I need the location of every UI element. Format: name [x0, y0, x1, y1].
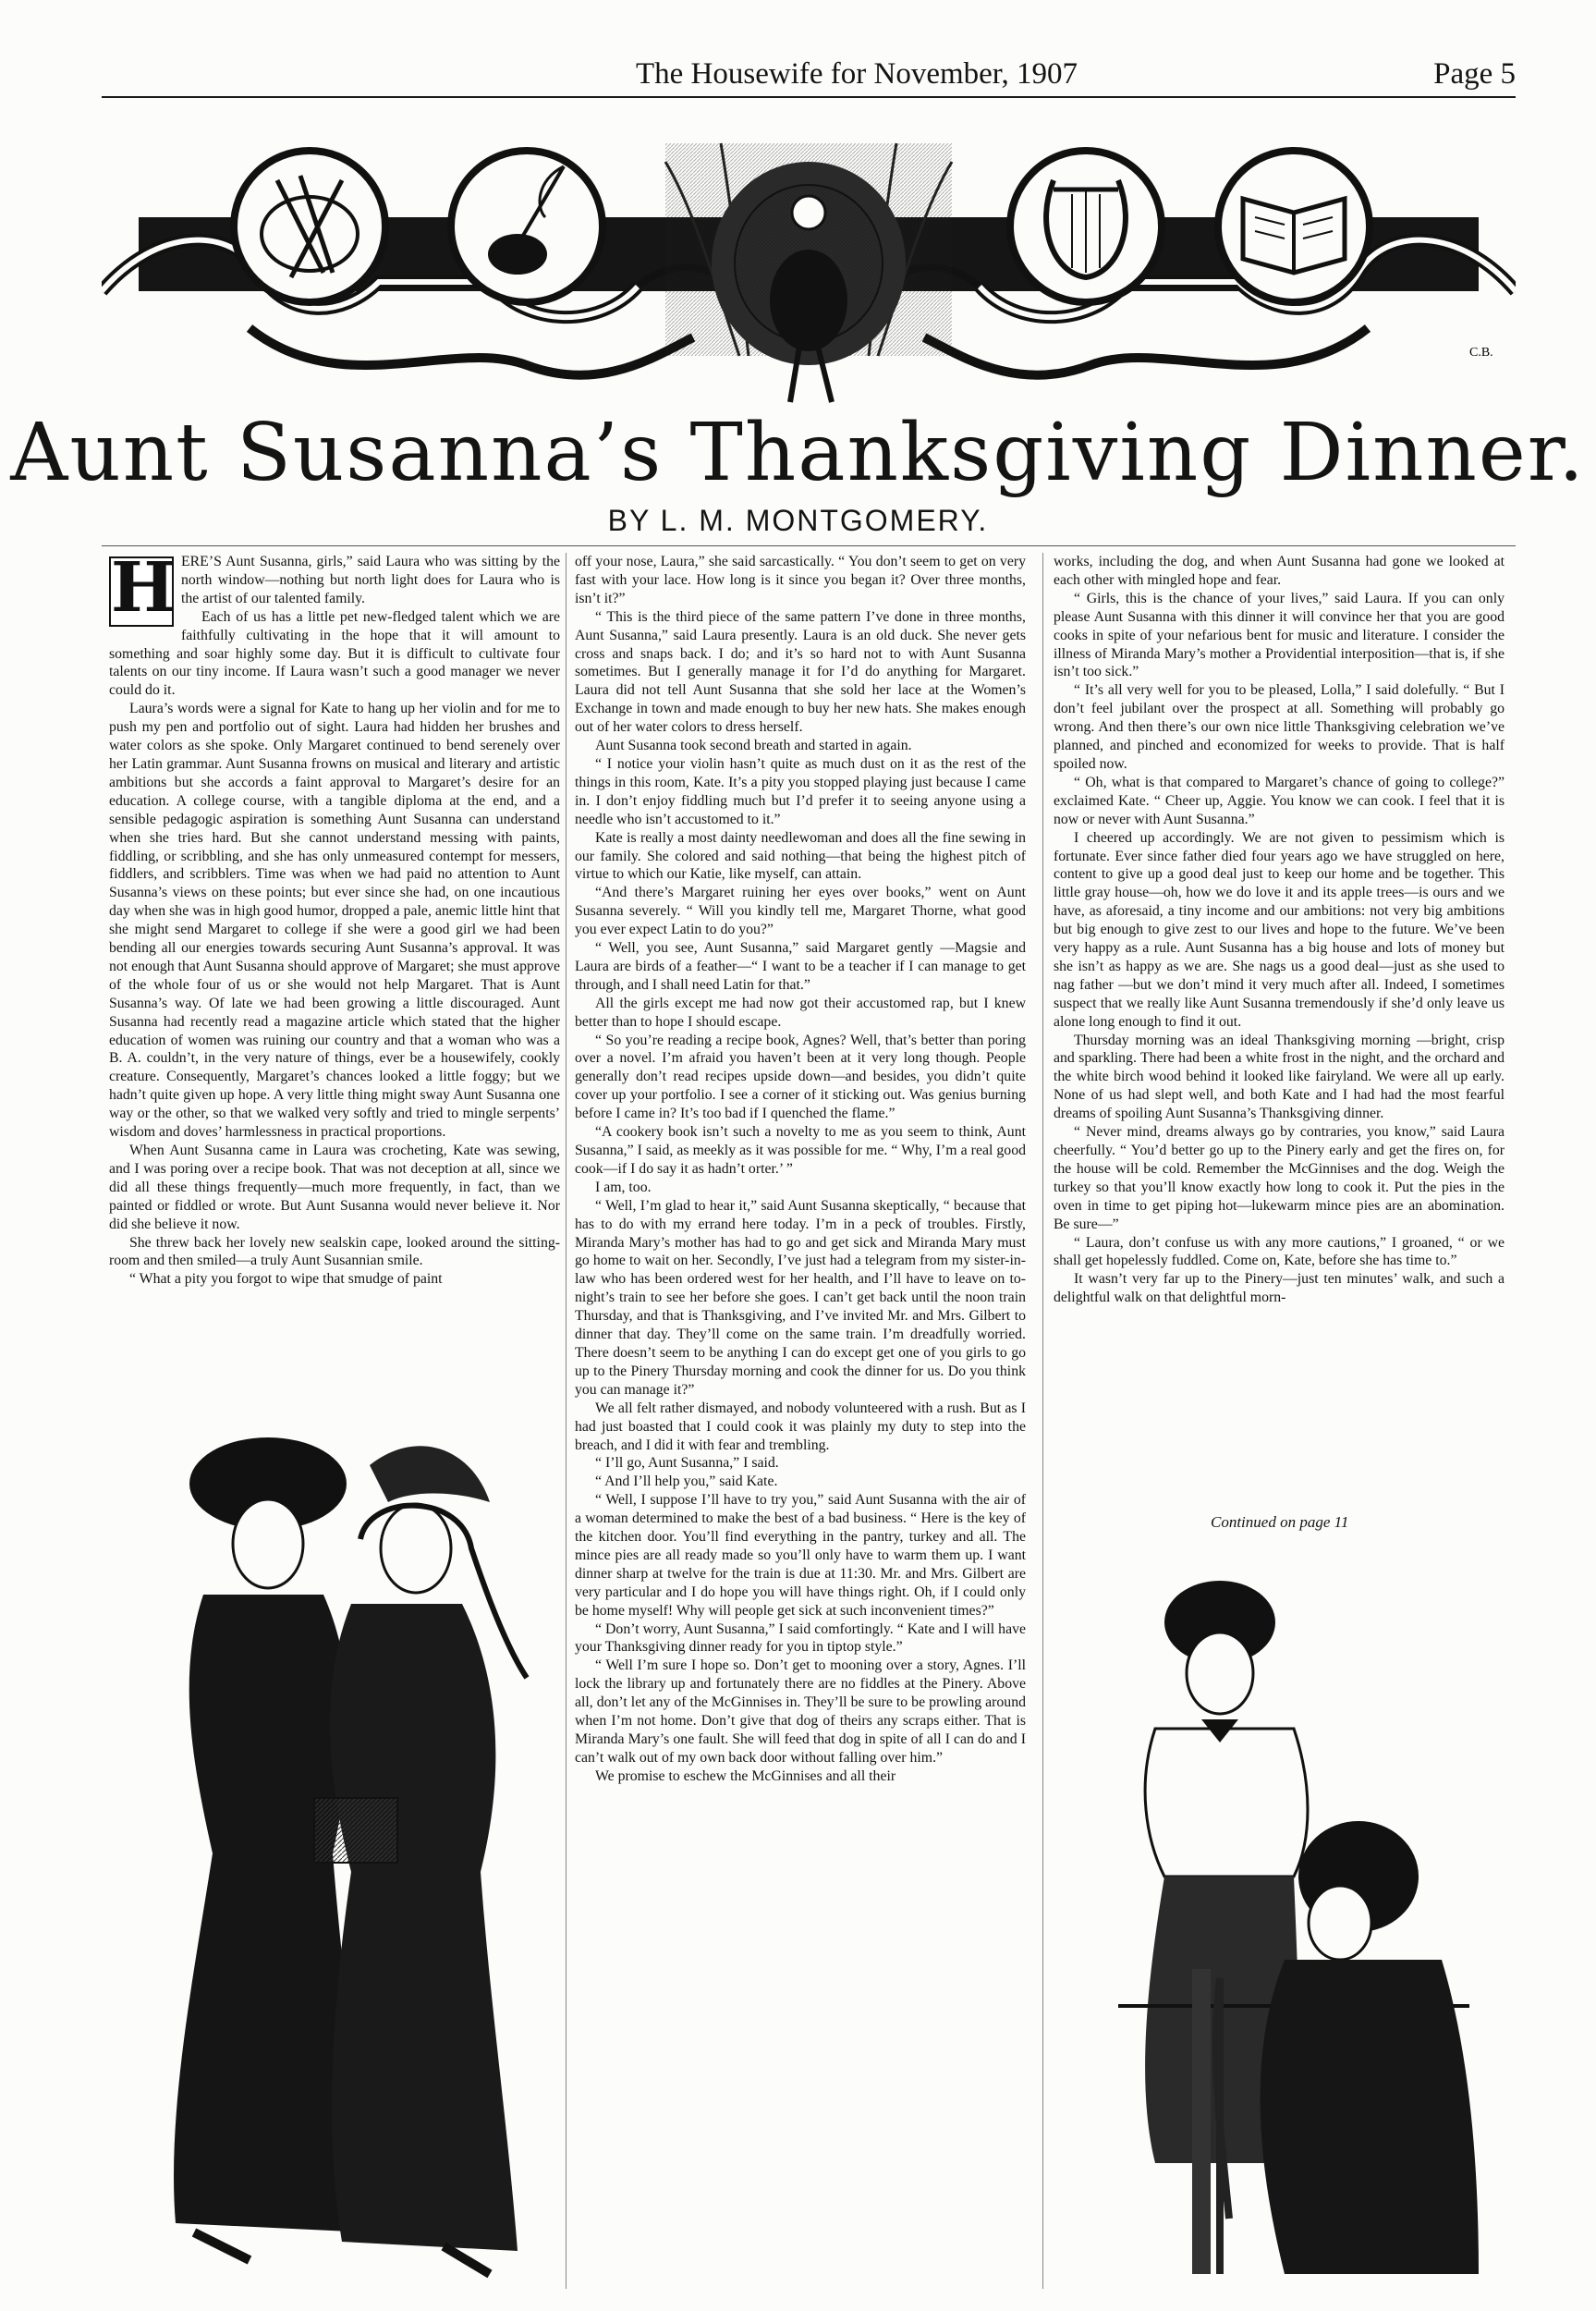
- continued-notice: Continued on page 11: [1211, 1513, 1349, 1531]
- paragraph: off your nose, Laura,” she said sarcastically. “ You don’t seem to get on very fast with your lace. How long is it since you began it? Over three months, isn’t it?”: [575, 554, 1026, 606]
- paragraph: “ What a pity you forgot to wipe that smudge of paint: [129, 1271, 443, 1288]
- paragraph: “ Well, you see, Aunt Susanna,” said Margaret gently —Magsie and Laura are birds of a feather—“ I want to be a teacher if I can manage to get through, and I shall need Latin for that.”: [575, 940, 1026, 993]
- page-number: Page 5: [1433, 57, 1516, 91]
- paragraph: “ This is the third piece of the same pattern I’ve done in three months, Aunt Susanna,” said Laura presently. Laura is an old duck. She never gets cross and snaps back. I do; and it’s so hard not to with Aunt Susanna sometimes. But I generally manage it for I’d do anything for Margaret. Laura did not tell Aunt Susanna that she sold her lace at the Women’s Exchange in town and made enough to buy her new hats. She makes enough out of her water colors to dress herself.: [575, 608, 1026, 736]
- paragraph: Each of us has a little pet new-fledged talent which we are faithfully cultivating in the hope that it will amount to something and soar highly some day. But it is difficult to cultivate four talents on our tiny income. If Laura wasn’t such a good manager we never could do it.: [109, 608, 560, 699]
- paragraph: “ And I’ll help you,” said Kate.: [595, 1473, 778, 1490]
- paragraph: ERE’S Aunt Susanna, girls,” said Laura who was sitting by the north window—nothing but north light does for Laura who is the artist of our talented family.: [181, 554, 560, 606]
- drop-cap: H: [111, 553, 176, 628]
- paragraph: Aunt Susanna took second breath and started in again.: [595, 738, 912, 754]
- paragraph: “ Well, I’m glad to hear it,” said Aunt Susanna skeptically, “ because that has to do with my errand here today. I’m in a peck of troubles. Firstly, Miranda Mary’s mother has had to go and get sick and Miranda Mary must go home to wait on her. Secondly, I’ve just had a telegram from my sister-in-law who has been ordered west for her health, and I’ll have to leave on to-night’s train to see her before she goes. I can’t get back until the noon train Thursday, and that is Thanksgiving, and I’ve invited Mr. and Mrs. Gilbert to dinner that day. They’ll come on the same train. I’m dreadfully worried. There doesn’t seem to be anything I can do except get one of you girls to go up to the Pinery Thursday morning and cook the dinner for us. Do you think you can manage it?”: [575, 1197, 1026, 1398]
- illustration-two-women-walking: [139, 1373, 554, 2288]
- title-rule: [102, 545, 1516, 546]
- publication-line: The Housewife for November, 1907: [636, 57, 1078, 91]
- paragraph: Thursday morning was an ideal Thanksgiving morning —bright, crisp and sparkling. There had been a white frost in the night, and the orchard and the white birch wood behind it looked like fairyland. We were all up early. None of us had slept well, and both Kate and I had had the most fearful dreams of spoiling Aunt Susanna’s Thanksgiving dinner.: [1054, 1032, 1505, 1122]
- turkey-icon: [712, 162, 906, 402]
- paragraph: I cheered up accordingly. We are not given to pessimism which is fortunate. Ever since father died four years ago we have struggled on here, content to give up a good deal just to keep our home and be together. This little gray house—oh, how we do love it and its apple trees—is ours and we have, as aforesaid, a tiny income and our ambitions: not very big ambitions but big enough to give zest to our lives and hope to the future. We’ve been very happy as a rule. Aunt Susanna has a big house and lots of money but she isn’t as happy as we are. She nags us a good deal—just as she used to nag father —but we don’t mind it very much after all. Indeed, I sometimes suspect that we really like Aunt Susanna tremendously if she’d only leave us alone long enough to find it out.: [1054, 829, 1505, 1030]
- paragraph: “ Laura, don’t confuse us with any more cautions,” I groaned, “ or we shall get hopelessly fuddled. Come on, Kate, before she has time to.”: [1054, 1234, 1505, 1269]
- byline: BY L. M. MONTGOMERY.: [607, 504, 989, 537]
- lyre-medallion-icon: [1010, 151, 1162, 302]
- open-book-medallion-icon: [1218, 151, 1370, 302]
- paragraph: “ Oh, what is that compared to Margaret’s chance of going to college?” exclaimed Kate. “ Cheer up, Aggie. You know we can cook. I feel that it is now or never with Aunt Susanna.”: [1054, 774, 1505, 827]
- paragraph: She threw back her lovely new sealskin cape, looked around the sitting-room and then smiled—a truly Aunt Susannian smile.: [109, 1234, 560, 1269]
- paragraph: I am, too.: [595, 1179, 652, 1195]
- paragraph: Laura’s words were a signal for Kate to hang up her violin and for me to push my pen and portfolio out of sight. Laura had hidden her brushes and water colors as she spoke. Only Margaret continued to bend serenely over her Latin grammar. Aunt Susanna frowns on musical and literary and artistic ambitions but she accords a faint approval to Margaret’s desire for an education. A college course, with a tangible diploma at the end, and a sensible pedagogic aspiration is something Aunt Susanna can understand when she tries hard. But she cannot understand messing with paints, fiddling, or scribbling, and she has only unmeasured contempt for messers, fiddlers, and scribblers. Time was when we had paid no attention to Aunt Susanna’s views on these points; but ever since she had, on one incautious day when she was in high good humor, dropped a pale, anemic little hint that she might send Margaret to college if she were a good girl we had been bending all our energies towards securing Aunt Susanna’s approval. It was not enough that Aunt Susanna should approve of Margaret; she must approve of the whole four of us or she would not help Margaret. That is Aunt Susanna’s way. Of late we had been growing a little discouraged. Aunt Susanna had recently read a magazine article which stated that the higher education of women was ruining our country and that a woman who was a B. A. couldn’t, in the very nature of things, ever be a housewifely, cookly creature. Consequently, Margaret’s chances looked a little foggy; but we hadn’t quite given up hope. A very little thing might sway Aunt Susanna one way or the other, so that we walked very softly and tried to mingle serpents’ wisdom and doves’ harmlessness in practical proportions.: [109, 701, 560, 1141]
- paragraph: works, including the dog, and when Aunt Susanna had gone we looked at each other with mingled hope and fear.: [1054, 554, 1505, 588]
- paragraph: “ Well I’m sure I hope so. Don’t get to mooning over a story, Agnes. I’ll lock the library up and fortunately there are no fiddles at the Pinery. Above all, don’t let any of the McGinnises in. They’ll be sure to be prowling around when I’m not home. Don’t give that dog of theirs any scraps either. That is Miranda Mary’s one fault. She will feed that dog in spite of all I can do and I can’t walk out of my own back door without falling over him.”: [575, 1657, 1026, 1766]
- paragraph: “ Well, I suppose I’ll have to try you,” said Aunt Susanna with the air of a woman determined to make the best of a bad business. “ Here is the key of the kitchen door. You’ll find everything in the pantry, turkey and all. The mince pies are all ready made so you’ll only have to warm them up. I want dinner sharp at twelve for the train is due at 11:30. Mr. and Mrs. Gilbert are very particular and I do hope you will have things right. Oh, if I could only be home myself! Why will people get sick at such inconvenient times?”: [575, 1492, 1026, 1619]
- article-column-1: [109, 553, 560, 1343]
- paragraph: “ It’s all very well for you to be pleased, Lolla,” I said dolefully. “ But I don’t feel jubilant over the prospect at all. Something will probably go wrong. And then there’s our own nice little Thanksgiving celebration we’ve planned, and pinched and economized for weeks to provide. That is half spoiled now.: [1054, 682, 1505, 772]
- illustration-two-women-kitchen: [1081, 1571, 1488, 2293]
- paragraph: “A cookery book isn’t such a novelty to me as you seem to think, Aunt Susanna,” I said, as meekly as it was possible for me. “ Why, I’m a real good cook—if I do say it as hadn’t orter.’ ”: [575, 1124, 1026, 1177]
- inkwell-quill-medallion-icon: [451, 151, 603, 302]
- paragraph: It wasn’t very far up to the Pinery—just ten minutes’ walk, and such a delightful walk on that delightful morn-: [1054, 1271, 1505, 1306]
- paragraph: “ Don’t worry, Aunt Susanna,” I said comfortingly. “ Kate and I will have your Thanksgiving dinner ready for you in tiptop style.”: [575, 1620, 1026, 1656]
- paragraph: “ So you’re reading a recipe book, Agnes? Well, that’s better than poring over a novel. I’m afraid you haven’t been at it very long though. People generally don’t read recipes upside down—and besides, you didn’t quite cover up your portfolio. I see a corner of it sticking out. Was genius burning before I came in? It’s too bad if I quenched the flame.”: [575, 1032, 1026, 1122]
- paragraph: All the girls except me had now got their accustomed rap, but I knew better than to hope I should escape.: [575, 995, 1026, 1030]
- column-divider: [1042, 553, 1043, 2289]
- paragraph: “ I notice your violin hasn’t quite as much dust on it as the rest of the things in this room, Kate. It’s a pity you stopped playing just because I came in. I don’t enjoy fiddling much but I’d prefer it to seeing anyone using a needle who isn’t accustomed to it.”: [575, 755, 1026, 827]
- article-column-2: [575, 553, 1026, 2289]
- palette-medallion-icon: [234, 151, 385, 302]
- paragraph: “ Girls, this is the chance of your lives,” said Laura. If you can only please Aunt Susanna with this dinner it will convince her that you are good cooks in spite of your nefarious bent for music and literature. I consider the illness of Miranda Mary’s mother a Providential interposition—that is, if she isn’t too sick.”: [1054, 590, 1505, 680]
- paragraph: “ I’ll go, Aunt Susanna,” I said.: [595, 1455, 779, 1472]
- article-title: Aunt Susanna’s Thanksgiving Dinner.: [10, 407, 1586, 499]
- running-head: [102, 54, 1516, 98]
- paragraph: When Aunt Susanna came in Laura was crocheting, Kate was sewing, and I was poring over a recipe book. That was not deception at all, since we did all these things frequently—much more frequently, in fact, than we painted or fiddled or wrote. But Aunt Susanna would never believe it. Nor did she believe it now.: [109, 1143, 560, 1232]
- decorative-banner: [102, 125, 1516, 421]
- paragraph: “ Never mind, dreams always go by contraries, you know,” said Laura cheerfully. “ You’d better go up to the Pinery early and get the fires on, for the house will be cold. Remember the McGinnises and the dog. Weigh the turkey so that you’ll know exactly how long to cook it. Put the pies in the oven in time to get piping hot—lukewarm mince pies are an abomination. Be sure—”: [1054, 1124, 1505, 1232]
- column-divider: [566, 553, 567, 2289]
- article-column-3: [1054, 553, 1505, 1505]
- paragraph: We all felt rather dismayed, and nobody volunteered with a rush. But as I had just boasted that I could cook it was plainly my duty to step into the breach, and I did it with fear and trembling.: [575, 1400, 1026, 1453]
- paragraph: We promise to eschew the McGinnises and all their: [595, 1767, 896, 1784]
- paragraph: Kate is really a most dainty needlewoman and does all the fine sewing in our family. She colored and said nothing—that being the highest pitch of virtue to which our Katie, like myself, can attain.: [575, 829, 1026, 883]
- paragraph: “And there’s Margaret ruining her eyes over books,” went on Aunt Susanna severely. “ Will you kindly tell me, Margaret Thorne, what good you ever expect Latin to do you?”: [575, 885, 1026, 938]
- artist-signature: C.B.: [1469, 346, 1493, 360]
